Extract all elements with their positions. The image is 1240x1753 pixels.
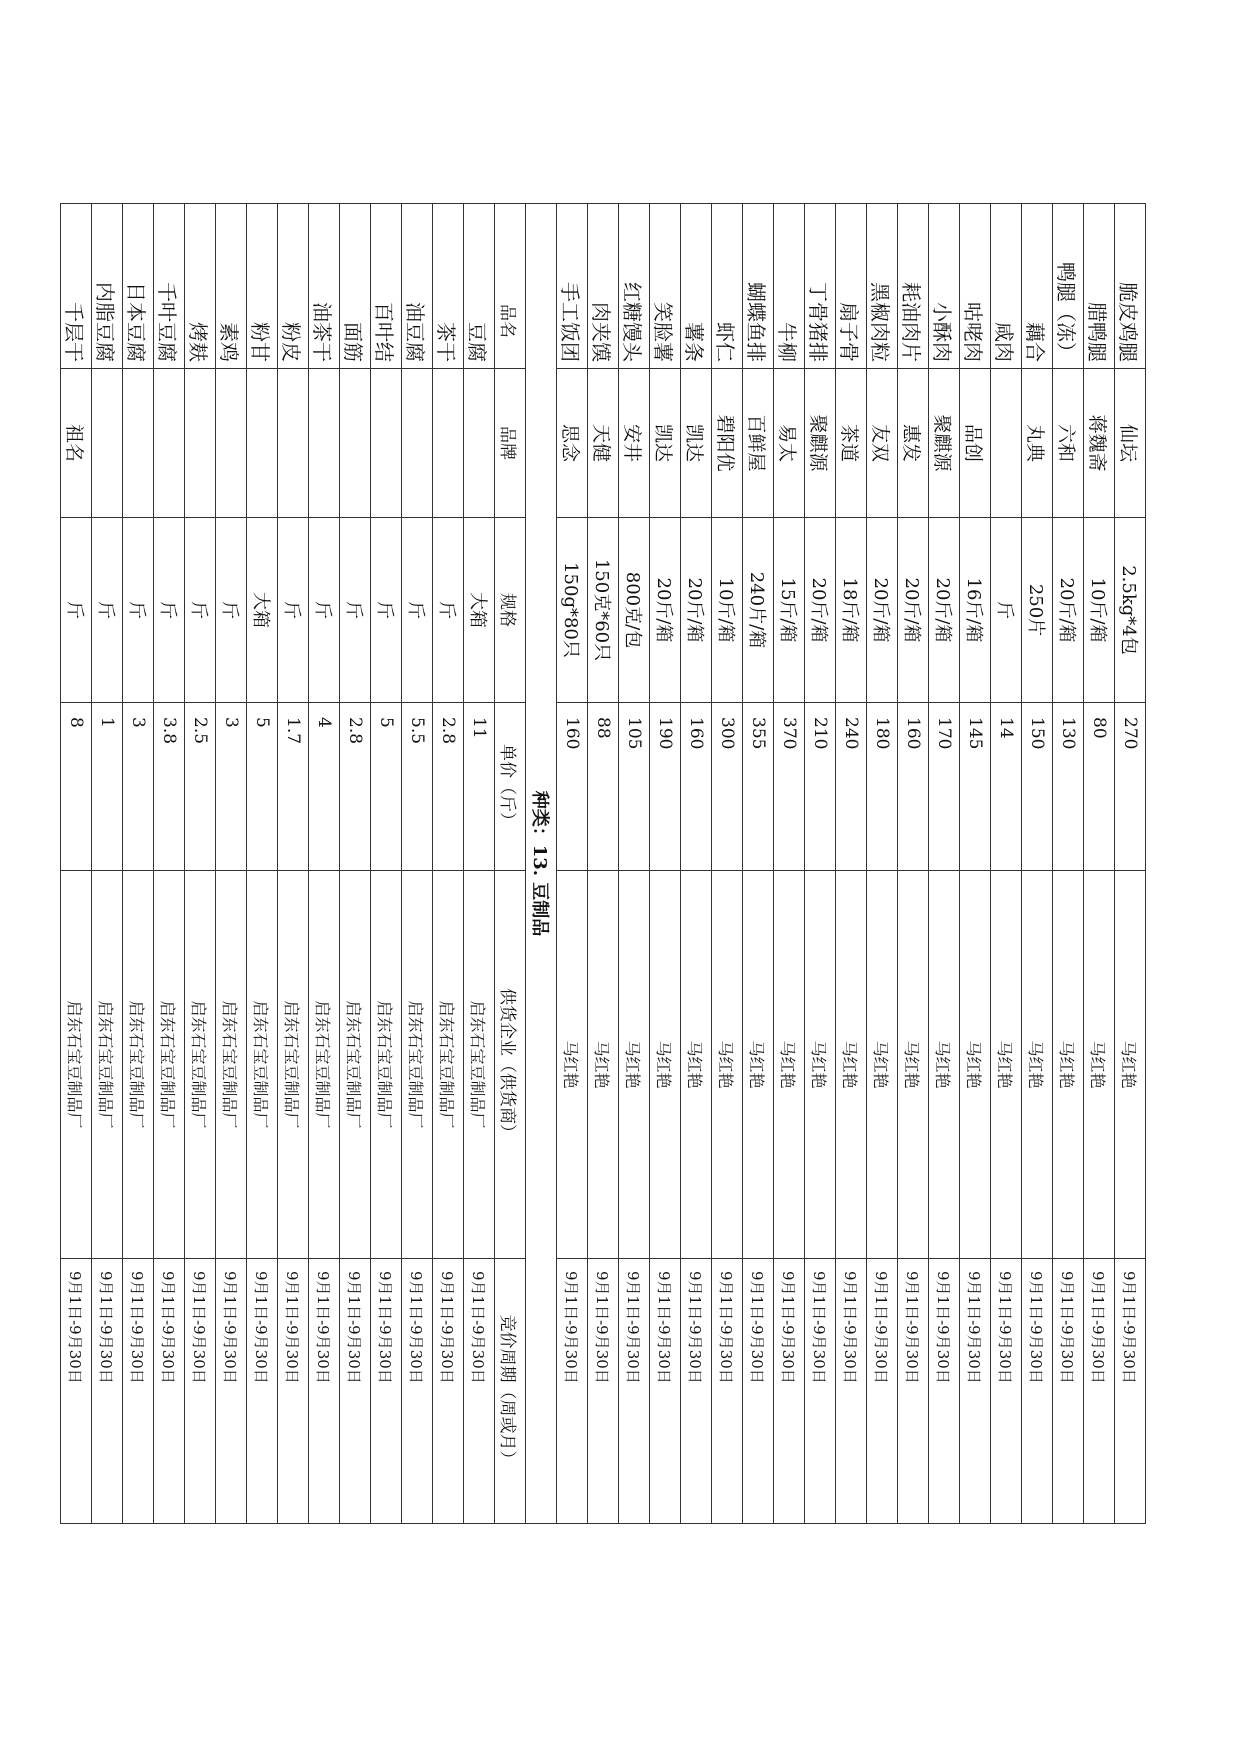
cell-brand: 惠发 (898, 369, 929, 518)
cell-brand (216, 369, 247, 518)
cell-spec: 大箱 (464, 518, 495, 703)
rotated-price-sheet (62, 203, 1146, 1523)
cell-supplier: 马红艳 (588, 871, 619, 1259)
cell-period: 9月1日-9月30日 (464, 1259, 495, 1524)
cell-price: 1.7 (278, 703, 309, 871)
cell-price: 3.8 (154, 703, 185, 871)
cell-spec: 240片/箱 (743, 518, 774, 703)
cell-name: 咸肉 (991, 204, 1022, 369)
cell-brand: 天健 (588, 369, 619, 518)
column-header-row (495, 204, 526, 1524)
cell-spec: 2.5kg*4包 (1115, 518, 1146, 703)
cell-brand: 友双 (867, 369, 898, 518)
header-supplier: 供货企业（供货商） (495, 871, 526, 1259)
cell-period: 9月1日-9月30日 (1053, 1259, 1084, 1524)
cell-name: 油茶干 (309, 204, 340, 369)
table-row (619, 204, 650, 1524)
cell-period: 9月1日-9月30日 (805, 1259, 836, 1524)
cell-supplier: 马红艳 (712, 871, 743, 1259)
cell-supplier: 启东石宝豆制品厂 (247, 871, 278, 1259)
cell-supplier: 启东石宝豆制品厂 (371, 871, 402, 1259)
cell-brand (402, 369, 433, 518)
cell-brand: 祖名 (61, 369, 92, 518)
cell-supplier: 马红艳 (898, 871, 929, 1259)
cell-price: 80 (1084, 703, 1115, 871)
meat-section (557, 204, 1146, 1524)
cell-supplier: 启东石宝豆制品厂 (185, 871, 216, 1259)
cell-price: 8 (61, 703, 92, 871)
cell-period: 9月1日-9月30日 (1022, 1259, 1053, 1524)
table-row (774, 204, 805, 1524)
cell-brand: 碧阳优 (712, 369, 743, 518)
cell-name: 内脂豆腐 (92, 204, 123, 369)
cell-period: 9月1日-9月30日 (61, 1259, 92, 1524)
table-row (960, 204, 991, 1524)
section-title-row (526, 204, 557, 1524)
cell-period: 9月1日-9月30日 (960, 1259, 991, 1524)
cell-price: 270 (1115, 703, 1146, 871)
cell-supplier: 启东石宝豆制品厂 (92, 871, 123, 1259)
cell-brand (371, 369, 402, 518)
cell-supplier: 马红艳 (774, 871, 805, 1259)
cell-supplier: 马红艳 (619, 871, 650, 1259)
cell-name: 咕咾肉 (960, 204, 991, 369)
table-row (898, 204, 929, 1524)
cell-period: 9月1日-9月30日 (278, 1259, 309, 1524)
cell-name: 腊鸭腿 (1084, 204, 1115, 369)
cell-name: 藕合 (1022, 204, 1053, 369)
cell-period: 9月1日-9月30日 (433, 1259, 464, 1524)
cell-name: 牛柳 (774, 204, 805, 369)
cell-supplier: 启东石宝豆制品厂 (278, 871, 309, 1259)
cell-brand (433, 369, 464, 518)
section-title: 种类：13. 豆制品 (526, 204, 557, 1524)
cell-price: 240 (836, 703, 867, 871)
cell-spec: 斤 (216, 518, 247, 703)
cell-spec: 大箱 (247, 518, 278, 703)
cell-name: 小酥肉 (929, 204, 960, 369)
cell-price: 210 (805, 703, 836, 871)
cell-name: 烤麸 (185, 204, 216, 369)
table-row (402, 204, 433, 1524)
header-name: 品名 (495, 204, 526, 369)
cell-spec: 150克*60只 (588, 518, 619, 703)
cell-brand: 六和 (1053, 369, 1084, 518)
cell-price: 2.8 (340, 703, 371, 871)
cell-spec: 20斤/箱 (1053, 518, 1084, 703)
cell-supplier: 启东石宝豆制品厂 (433, 871, 464, 1259)
cell-supplier: 马红艳 (867, 871, 898, 1259)
header-price: 单价（斤） (495, 703, 526, 871)
cell-spec: 斤 (185, 518, 216, 703)
table-row (805, 204, 836, 1524)
cell-period: 9月1日-9月30日 (1115, 1259, 1146, 1524)
table-row (557, 204, 588, 1524)
cell-price: 300 (712, 703, 743, 871)
cell-price: 5.5 (402, 703, 433, 871)
cell-name: 虾仁 (712, 204, 743, 369)
cell-brand (991, 369, 1022, 518)
cell-price: 130 (1053, 703, 1084, 871)
cell-brand: 易太 (774, 369, 805, 518)
cell-name: 茶干 (433, 204, 464, 369)
cell-period: 9月1日-9月30日 (929, 1259, 960, 1524)
cell-period: 9月1日-9月30日 (371, 1259, 402, 1524)
cell-period: 9月1日-9月30日 (712, 1259, 743, 1524)
cell-price: 4 (309, 703, 340, 871)
cell-period: 9月1日-9月30日 (743, 1259, 774, 1524)
cell-name: 素鸡 (216, 204, 247, 369)
cell-supplier: 马红艳 (1115, 871, 1146, 1259)
cell-price: 2.8 (433, 703, 464, 871)
cell-name: 千叶豆腐 (154, 204, 185, 369)
table-row (991, 204, 1022, 1524)
cell-spec: 斤 (92, 518, 123, 703)
tofu-section-header (495, 204, 557, 1524)
cell-price: 2.5 (185, 703, 216, 871)
cell-brand (309, 369, 340, 518)
table-row (123, 204, 154, 1524)
cell-brand: 丸典 (1022, 369, 1053, 518)
cell-supplier: 马红艳 (1053, 871, 1084, 1259)
cell-period: 9月1日-9月30日 (216, 1259, 247, 1524)
cell-brand: 聚麒源 (805, 369, 836, 518)
cell-supplier: 启东石宝豆制品厂 (309, 871, 340, 1259)
cell-brand (123, 369, 154, 518)
cell-supplier: 启东石宝豆制品厂 (61, 871, 92, 1259)
cell-supplier: 马红艳 (960, 871, 991, 1259)
cell-price: 3 (216, 703, 247, 871)
cell-name: 肉夹馍 (588, 204, 619, 369)
table-row (681, 204, 712, 1524)
table-row (588, 204, 619, 1524)
cell-spec: 斤 (61, 518, 92, 703)
cell-spec: 800克/包 (619, 518, 650, 703)
cell-brand (92, 369, 123, 518)
cell-name: 油豆腐 (402, 204, 433, 369)
cell-supplier: 启东石宝豆制品厂 (464, 871, 495, 1259)
table-row (278, 204, 309, 1524)
cell-spec: 150g*80只 (557, 518, 588, 703)
cell-price: 105 (619, 703, 650, 871)
cell-supplier: 启东石宝豆制品厂 (123, 871, 154, 1259)
cell-supplier: 马红艳 (836, 871, 867, 1259)
cell-period: 9月1日-9月30日 (185, 1259, 216, 1524)
cell-supplier: 马红艳 (743, 871, 774, 1259)
cell-spec: 斤 (991, 518, 1022, 703)
cell-price: 160 (898, 703, 929, 871)
cell-price: 5 (247, 703, 278, 871)
cell-price: 145 (960, 703, 991, 871)
cell-price: 11 (464, 703, 495, 871)
cell-spec: 16斤/箱 (960, 518, 991, 703)
table-row (929, 204, 960, 1524)
cell-supplier: 马红艳 (557, 871, 588, 1259)
cell-period: 9月1日-9月30日 (340, 1259, 371, 1524)
cell-period: 9月1日-9月30日 (402, 1259, 433, 1524)
cell-period: 9月1日-9月30日 (619, 1259, 650, 1524)
cell-name: 面筋 (340, 204, 371, 369)
cell-spec: 250片 (1022, 518, 1053, 703)
cell-spec: 斤 (402, 518, 433, 703)
cell-price: 1 (92, 703, 123, 871)
table-row (309, 204, 340, 1524)
cell-name: 脆皮鸡腿 (1115, 204, 1146, 369)
cell-period: 9月1日-9月30日 (898, 1259, 929, 1524)
cell-period: 9月1日-9月30日 (774, 1259, 805, 1524)
cell-period: 9月1日-9月30日 (867, 1259, 898, 1524)
cell-name: 百叶结 (371, 204, 402, 369)
cell-brand: 思念 (557, 369, 588, 518)
cell-supplier: 马红艳 (1022, 871, 1053, 1259)
cell-name: 手工饭团 (557, 204, 588, 369)
cell-name: 日本豆腐 (123, 204, 154, 369)
table-row (371, 204, 402, 1524)
table-row (1053, 204, 1084, 1524)
cell-price: 160 (681, 703, 712, 871)
cell-period: 9月1日-9月30日 (123, 1259, 154, 1524)
cell-spec: 斤 (433, 518, 464, 703)
cell-supplier: 马红艳 (681, 871, 712, 1259)
cell-brand: 蒋魏斋 (1084, 369, 1115, 518)
cell-spec: 20斤/箱 (867, 518, 898, 703)
cell-period: 9月1日-9月30日 (650, 1259, 681, 1524)
cell-spec: 斤 (309, 518, 340, 703)
cell-name: 扇子骨 (836, 204, 867, 369)
cell-name: 豆腐 (464, 204, 495, 369)
cell-brand: 茶道 (836, 369, 867, 518)
cell-brand: 仙坛 (1115, 369, 1146, 518)
cell-spec: 斤 (371, 518, 402, 703)
cell-period: 9月1日-9月30日 (1084, 1259, 1115, 1524)
table-row (867, 204, 898, 1524)
cell-price: 5 (371, 703, 402, 871)
cell-supplier: 马红艳 (805, 871, 836, 1259)
cell-period: 9月1日-9月30日 (836, 1259, 867, 1524)
table-row (1084, 204, 1115, 1524)
cell-brand (247, 369, 278, 518)
cell-name: 薯条 (681, 204, 712, 369)
cell-spec: 15斤/箱 (774, 518, 805, 703)
table-row (433, 204, 464, 1524)
cell-brand (278, 369, 309, 518)
cell-spec: 斤 (154, 518, 185, 703)
cell-period: 9月1日-9月30日 (309, 1259, 340, 1524)
cell-name: 粉皮 (278, 204, 309, 369)
table-row (92, 204, 123, 1524)
cell-brand (340, 369, 371, 518)
cell-brand: 安井 (619, 369, 650, 518)
cell-spec: 斤 (278, 518, 309, 703)
cell-spec: 斤 (340, 518, 371, 703)
cell-period: 9月1日-9月30日 (92, 1259, 123, 1524)
cell-price: 370 (774, 703, 805, 871)
cell-spec: 10斤/箱 (1084, 518, 1115, 703)
cell-price: 160 (557, 703, 588, 871)
cell-name: 耗油肉片 (898, 204, 929, 369)
table-row (712, 204, 743, 1524)
header-period: 竞价周期（周或月） (495, 1259, 526, 1524)
cell-supplier: 启东石宝豆制品厂 (154, 871, 185, 1259)
cell-name: 红糖馒头 (619, 204, 650, 369)
cell-price: 355 (743, 703, 774, 871)
table-row (743, 204, 774, 1524)
table-row (154, 204, 185, 1524)
cell-price: 150 (1022, 703, 1053, 871)
cell-brand (185, 369, 216, 518)
cell-supplier: 启东石宝豆制品厂 (402, 871, 433, 1259)
cell-spec: 斤 (123, 518, 154, 703)
cell-name: 丁骨猪排 (805, 204, 836, 369)
cell-brand: 百鲜屋 (743, 369, 774, 518)
table-row (185, 204, 216, 1524)
table-row (650, 204, 681, 1524)
table-row (247, 204, 278, 1524)
cell-period: 9月1日-9月30日 (557, 1259, 588, 1524)
cell-price: 170 (929, 703, 960, 871)
cell-period: 9月1日-9月30日 (681, 1259, 712, 1524)
table-row (1022, 204, 1053, 1524)
header-spec: 规格 (495, 518, 526, 703)
price-table (60, 203, 1146, 1524)
cell-supplier: 马红艳 (929, 871, 960, 1259)
table-row (1115, 204, 1146, 1524)
cell-name: 粉甘 (247, 204, 278, 369)
cell-spec: 20斤/箱 (898, 518, 929, 703)
cell-supplier: 启东石宝豆制品厂 (216, 871, 247, 1259)
cell-brand (154, 369, 185, 518)
table-row (836, 204, 867, 1524)
table-row (216, 204, 247, 1524)
cell-name: 千层干 (61, 204, 92, 369)
cell-spec: 10斤/箱 (712, 518, 743, 703)
cell-spec: 18斤/箱 (836, 518, 867, 703)
cell-brand: 凯达 (681, 369, 712, 518)
cell-price: 180 (867, 703, 898, 871)
cell-brand: 品创 (960, 369, 991, 518)
cell-price: 88 (588, 703, 619, 871)
cell-name: 黑椒肉粒 (867, 204, 898, 369)
cell-name: 笑脸薯 (650, 204, 681, 369)
cell-spec: 20斤/箱 (650, 518, 681, 703)
cell-period: 9月1日-9月30日 (154, 1259, 185, 1524)
cell-spec: 20斤/箱 (805, 518, 836, 703)
cell-price: 190 (650, 703, 681, 871)
table-row (340, 204, 371, 1524)
cell-name: 鸭腿（冻） (1053, 204, 1084, 369)
cell-price: 3 (123, 703, 154, 871)
cell-period: 9月1日-9月30日 (247, 1259, 278, 1524)
table-row (464, 204, 495, 1524)
cell-period: 9月1日-9月30日 (588, 1259, 619, 1524)
cell-period: 9月1日-9月30日 (991, 1259, 1022, 1524)
header-brand: 品牌 (495, 369, 526, 518)
cell-supplier: 马红艳 (650, 871, 681, 1259)
cell-name: 蝴蝶鱼排 (743, 204, 774, 369)
tofu-section (61, 204, 495, 1524)
cell-brand: 聚麒源 (929, 369, 960, 518)
cell-brand (464, 369, 495, 518)
cell-supplier: 马红艳 (1084, 871, 1115, 1259)
cell-supplier: 马红艳 (991, 871, 1022, 1259)
cell-supplier: 启东石宝豆制品厂 (340, 871, 371, 1259)
cell-spec: 20斤/箱 (929, 518, 960, 703)
table-row (61, 204, 92, 1524)
cell-brand: 凯达 (650, 369, 681, 518)
cell-spec: 20斤/箱 (681, 518, 712, 703)
cell-price: 14 (991, 703, 1022, 871)
